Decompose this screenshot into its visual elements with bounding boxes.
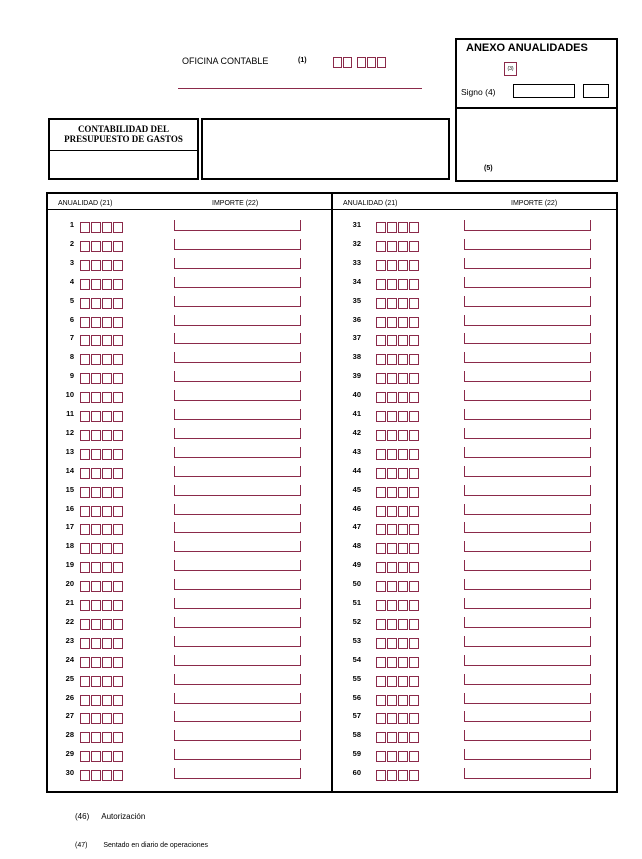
importe-input[interactable] [464, 485, 591, 496]
anualidad-input[interactable] [80, 559, 124, 571]
importe-input[interactable] [464, 693, 591, 704]
oficina-contable-label: OFICINA CONTABLE [182, 56, 269, 66]
anualidad-input[interactable] [80, 389, 124, 401]
anualidad-input[interactable] [80, 654, 124, 666]
row-number: 13 [65, 447, 74, 456]
importe-input[interactable] [464, 579, 591, 590]
importe-input[interactable] [174, 239, 301, 250]
row-number: 10 [65, 390, 74, 399]
row-number: 2 [69, 239, 74, 248]
importe-input[interactable] [174, 541, 301, 552]
row-number: 60 [352, 768, 361, 777]
anualidad-input[interactable] [376, 389, 420, 401]
anualidad-input[interactable] [376, 559, 420, 571]
row-number: 15 [65, 485, 74, 494]
row-number: 5 [69, 296, 74, 305]
anualidad-input[interactable] [376, 748, 420, 760]
anualidad-input[interactable] [80, 370, 124, 382]
importe-input[interactable] [464, 636, 591, 647]
anualidad-input[interactable] [376, 332, 420, 344]
item46-label: Autorización [101, 812, 146, 821]
row-number: 4 [69, 277, 74, 286]
row-number: 9 [69, 371, 74, 380]
row-number: 25 [65, 674, 74, 683]
row-number: 42 [352, 428, 361, 437]
importe-input[interactable] [464, 333, 591, 344]
anualidad-input[interactable] [80, 597, 124, 609]
row-number: 57 [352, 711, 361, 720]
importe-input[interactable] [174, 485, 301, 496]
anualidad-input[interactable] [376, 484, 420, 496]
importe-input[interactable] [174, 428, 301, 439]
anualidad-input[interactable] [376, 654, 420, 666]
item47-ref: (47) [75, 842, 88, 849]
importe-input[interactable] [464, 560, 591, 571]
anualidad-input[interactable] [80, 465, 124, 477]
row-number: 29 [65, 749, 74, 758]
row-number: 52 [352, 617, 361, 626]
importe-input[interactable] [174, 277, 301, 288]
row-number: 3 [69, 258, 74, 267]
row-number: 51 [352, 598, 361, 607]
anualidad-input[interactable] [80, 276, 124, 288]
importe-input[interactable] [464, 711, 591, 722]
anualidad-input[interactable] [376, 465, 420, 477]
row-number: 54 [352, 655, 361, 664]
anualidad-input[interactable] [376, 370, 420, 382]
row-number: 16 [65, 504, 74, 513]
importe-input[interactable] [174, 504, 301, 515]
importe-input[interactable] [174, 522, 301, 533]
importe-input[interactable] [174, 333, 301, 344]
anualidad-input[interactable] [80, 446, 124, 458]
signo-label: Signo [461, 87, 483, 97]
right-anualidad-header: ANUALIDAD (21) [343, 200, 398, 207]
importe-input[interactable] [174, 636, 301, 647]
anualidad-input[interactable] [80, 332, 124, 344]
importe-input[interactable] [464, 598, 591, 609]
row-number: 33 [352, 258, 361, 267]
table-center-divider [331, 194, 333, 791]
row-number: 47 [352, 522, 361, 531]
anualidad-input[interactable] [376, 635, 420, 647]
anualidad-input[interactable] [376, 408, 420, 420]
importe-input[interactable] [174, 296, 301, 307]
importe-input[interactable] [464, 239, 591, 250]
left-importe-header: IMPORTE (22) [212, 200, 259, 207]
row-number: 45 [352, 485, 361, 494]
importe-input[interactable] [174, 655, 301, 666]
anexo-title: ANEXO ANUALIDADES [466, 42, 588, 54]
importe-input[interactable] [174, 447, 301, 458]
importe-input[interactable] [464, 466, 591, 477]
importe-input[interactable] [464, 447, 591, 458]
anualidad-input[interactable] [376, 710, 420, 722]
anualidad-input[interactable] [80, 616, 124, 628]
anualidad-input[interactable] [376, 351, 420, 363]
row-number: 21 [65, 598, 74, 607]
importe-input[interactable] [464, 749, 591, 760]
importe-input[interactable] [174, 352, 301, 363]
anualidad-input[interactable] [376, 767, 420, 779]
row-number: 18 [65, 541, 74, 550]
importe-input[interactable] [464, 541, 591, 552]
anualidad-input[interactable] [376, 257, 420, 269]
signo-ref: (4) [485, 87, 496, 97]
importe-input[interactable] [174, 768, 301, 779]
anualidad-input[interactable] [80, 314, 124, 326]
anualidad-input[interactable] [80, 351, 124, 363]
row-number: 31 [352, 220, 361, 229]
row-number: 36 [352, 315, 361, 324]
row-number: 22 [65, 617, 74, 626]
row-number: 12 [65, 428, 74, 437]
anualidad-input[interactable] [80, 238, 124, 250]
signo-extra-input[interactable] [583, 84, 609, 98]
anualidad-input[interactable] [80, 673, 124, 685]
importe-input[interactable] [174, 258, 301, 269]
anexo-box [455, 38, 618, 109]
importe-input[interactable] [464, 522, 591, 533]
importe-input[interactable] [464, 730, 591, 741]
row-number: 50 [352, 579, 361, 588]
importe-input[interactable] [174, 220, 301, 231]
row-number: 58 [352, 730, 361, 739]
importe-input[interactable] [174, 711, 301, 722]
anualidad-input[interactable] [376, 729, 420, 741]
row-number: 32 [352, 239, 361, 248]
signo-label-group [461, 87, 496, 97]
importe-input[interactable] [464, 674, 591, 685]
anualidad-input[interactable] [80, 521, 124, 533]
anualidad-input[interactable] [80, 484, 124, 496]
importe-input[interactable] [174, 617, 301, 628]
importe-input[interactable] [174, 749, 301, 760]
anualidad-input[interactable] [376, 521, 420, 533]
anualidad-input[interactable] [376, 616, 420, 628]
contabilidad-line2: PRESUPUESTO DE GASTOS [64, 134, 183, 144]
oficina-ref: (1) [298, 57, 307, 64]
signo-input[interactable] [513, 84, 575, 98]
row-number: 11 [66, 409, 74, 418]
anualidad-input[interactable] [80, 578, 124, 590]
anualidad-input[interactable] [80, 692, 124, 704]
importe-input[interactable] [174, 674, 301, 685]
left-anualidad-header: ANUALIDAD (21) [58, 200, 113, 207]
row-number: 24 [65, 655, 74, 664]
anualidad-input[interactable] [376, 673, 420, 685]
row-number: 6 [69, 315, 74, 324]
anualidad-input[interactable] [80, 219, 124, 231]
row-number: 38 [352, 352, 361, 361]
anualidad-input[interactable] [376, 446, 420, 458]
row-number: 14 [65, 466, 74, 475]
importe-input[interactable] [464, 617, 591, 628]
row-number: 35 [352, 296, 361, 305]
importe-input[interactable] [174, 466, 301, 477]
importe-input[interactable] [464, 409, 591, 420]
row-number: 1 [69, 220, 74, 229]
anualidad-input[interactable] [80, 748, 124, 760]
oficina-underline [178, 88, 422, 89]
footer-item-47 [75, 842, 208, 849]
importe-input[interactable] [464, 277, 591, 288]
item47-label: Sentado en diario de operaciones [103, 842, 209, 849]
anualidad-input[interactable] [376, 578, 420, 590]
importe-input[interactable] [464, 315, 591, 326]
row-number: 48 [352, 541, 361, 550]
row-number: 26 [65, 693, 74, 702]
footer-item-46 [75, 812, 145, 821]
importe-input[interactable] [464, 504, 591, 515]
anualidad-input[interactable] [80, 408, 124, 420]
row-number: 41 [352, 409, 361, 418]
importe-input[interactable] [464, 655, 591, 666]
importe-input[interactable] [174, 598, 301, 609]
anexo-ref: (3) [504, 62, 517, 76]
importe-input[interactable] [174, 315, 301, 326]
row-number: 44 [352, 466, 361, 475]
oficina-code-boxes[interactable] [333, 54, 387, 72]
row-number: 53 [352, 636, 361, 645]
anualidad-input[interactable] [376, 692, 420, 704]
anualidad-input[interactable] [376, 427, 420, 439]
anualidad-input[interactable] [376, 219, 420, 231]
box5-ref: (5) [484, 165, 493, 172]
row-number: 55 [352, 674, 361, 683]
anualidad-input[interactable] [80, 503, 124, 515]
row-number: 39 [352, 371, 361, 380]
contabilidad-field[interactable] [201, 118, 450, 180]
importe-input[interactable] [464, 390, 591, 401]
importe-input[interactable] [464, 352, 591, 363]
row-number: 19 [65, 560, 74, 569]
row-number: 30 [65, 768, 74, 777]
anualidad-input[interactable] [376, 503, 420, 515]
row-number: 59 [352, 749, 361, 758]
importe-input[interactable] [464, 428, 591, 439]
importe-input[interactable] [174, 390, 301, 401]
contabilidad-title [50, 124, 197, 144]
row-number: 56 [352, 693, 361, 702]
importe-input[interactable] [174, 560, 301, 571]
row-number: 27 [65, 711, 74, 720]
anualidad-input[interactable] [376, 540, 420, 552]
anualidad-input[interactable] [80, 635, 124, 647]
anualidad-input[interactable] [376, 314, 420, 326]
anualidad-input[interactable] [376, 238, 420, 250]
row-number: 20 [65, 579, 74, 588]
importe-input[interactable] [174, 579, 301, 590]
anualidad-input[interactable] [376, 597, 420, 609]
contabilidad-line1: CONTABILIDAD DEL [77, 124, 170, 134]
box5[interactable] [455, 107, 618, 182]
importe-input[interactable] [174, 693, 301, 704]
anualidad-input[interactable] [80, 710, 124, 722]
anualidad-input[interactable] [80, 729, 124, 741]
importe-input[interactable] [174, 730, 301, 741]
anualidad-input[interactable] [80, 295, 124, 307]
row-number: 37 [352, 333, 361, 342]
importe-input[interactable] [464, 371, 591, 382]
row-number: 34 [352, 277, 361, 286]
anualidad-input[interactable] [80, 257, 124, 269]
row-number: 28 [65, 730, 74, 739]
anualidad-input[interactable] [80, 427, 124, 439]
importe-input[interactable] [174, 371, 301, 382]
anualidad-input[interactable] [376, 276, 420, 288]
row-number: 7 [69, 333, 74, 342]
row-number: 46 [352, 504, 361, 513]
row-number: 17 [65, 522, 74, 531]
right-importe-header: IMPORTE (22) [511, 200, 558, 207]
row-number: 49 [352, 560, 361, 569]
anualidad-input[interactable] [376, 295, 420, 307]
importe-input[interactable] [464, 768, 591, 779]
importe-input[interactable] [464, 296, 591, 307]
row-number: 43 [352, 447, 361, 456]
importe-input[interactable] [464, 220, 591, 231]
item46-ref: (46) [75, 812, 90, 821]
row-number: 8 [69, 352, 74, 361]
anualidad-input[interactable] [80, 767, 124, 779]
anualidad-input[interactable] [80, 540, 124, 552]
importe-input[interactable] [174, 409, 301, 420]
row-number: 23 [65, 636, 74, 645]
contabilidad-box [48, 118, 199, 180]
contabilidad-divider [50, 150, 197, 151]
importe-input[interactable] [464, 258, 591, 269]
row-number: 40 [352, 390, 361, 399]
